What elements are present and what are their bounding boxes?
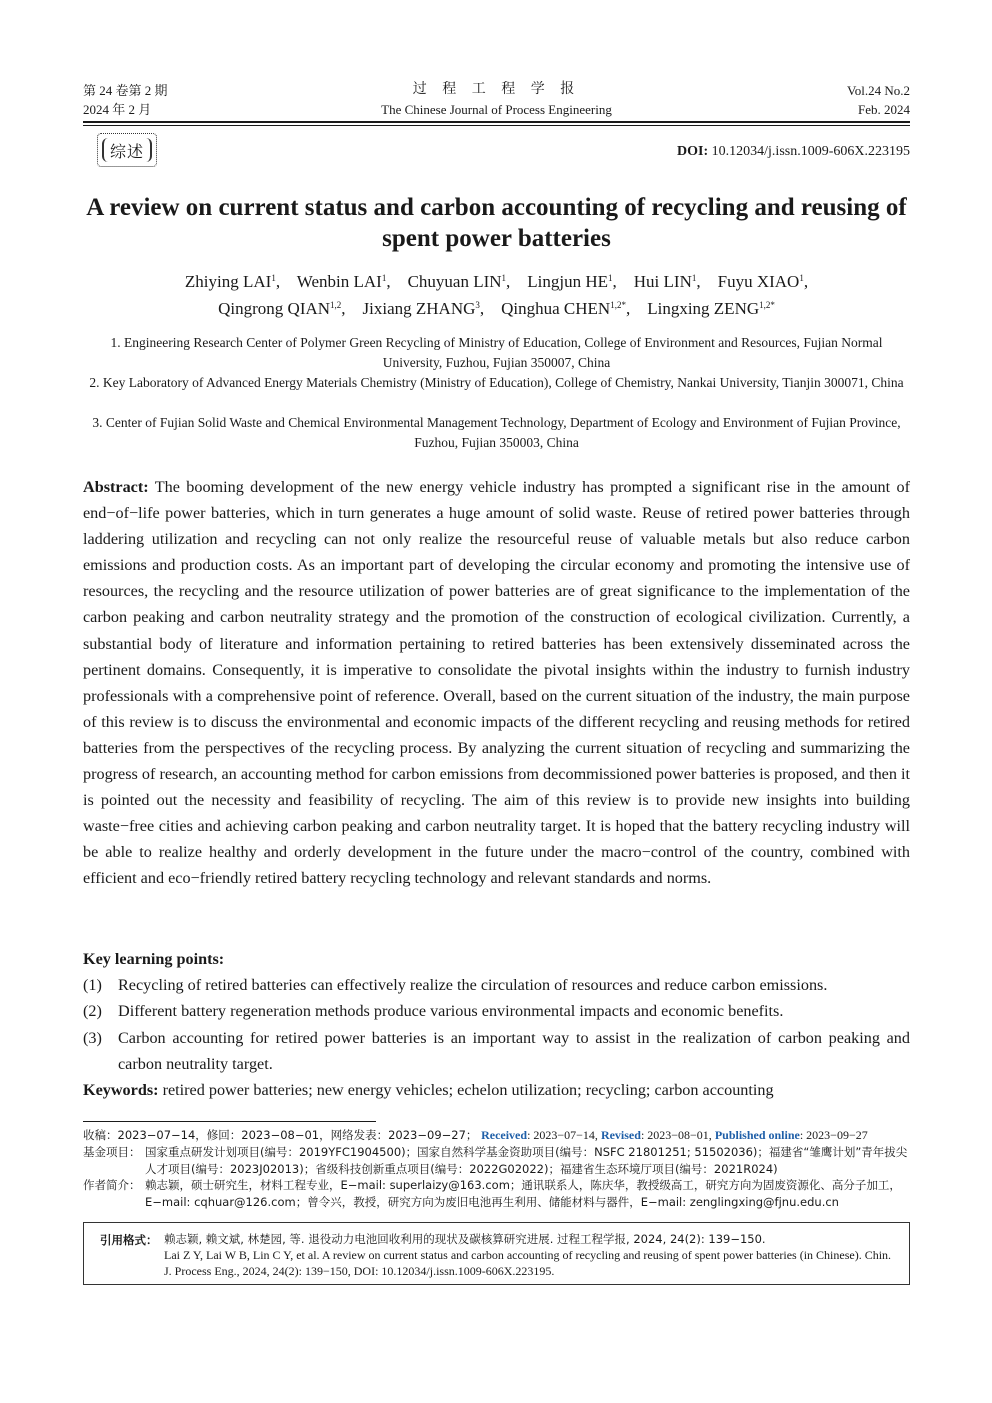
doi[interactable] [677,144,910,160]
volume-issue-en: Vol.24 No.2 [847,83,910,98]
volume-issue-cn: 第 24 卷第 2 期 [83,83,168,98]
footnote-rule [83,1121,376,1122]
abstract [83,474,910,892]
date-cn: 2024 年 2 月 [83,102,152,117]
citation-text [164,1231,899,1279]
footnote-dates: 收稿：2023−07−14，修回：2023−08−01，网络发表：2023−09−27； Received: 2023−07−14, Revised: 2023−08−01, Published online: 2023−09−27 [83,1128,868,1142]
author-list [83,268,910,322]
affiliation-3: 3. Center of Fujian Solid Waste and Chemical Environmental Management Technology, Department of Ecology and Environment of Fujian Province, Fuzhou, Fujian 350003, China [92,415,901,450]
doi-value: 10.12034/j.issn.1009-606X.223195 [711,144,910,159]
header-rule-thin [83,125,910,126]
author-line-1: Zhiying LAI$^1$, Wenbin LAI$^1$, Chuyuan LIN$^1$, Lingjun $HE^1$, Hui LIN$^1$, Fuyu XIAO$^1$, [184,272,809,291]
affiliation-1: 1. Engineering Research Center of Polymer Green Recycling of Ministry of Education, College of Environment and Resources, Fujian Normal University, Fuzhou, Fujian 350007, China [110,335,883,370]
key-point-item: (1) Recycling of retired batteries can effectively realize the circulation of resources and reduce carbon emissions. [83,976,828,994]
author: Zhiying LAI$^1$ [184,272,276,291]
header-rule-thick [83,121,910,123]
citation-cn: 赖志颖, 赖文斌, 林楚园, 等. 退役动力电池回收利用的现状及碳核算研究进展. 过程工程学报, 2024, 24(2): 139−150. [164,1232,766,1246]
author: Lingjun $HE^1$ [527,272,613,291]
abstract-label: Abstract: [83,478,149,496]
review-badge [97,133,157,167]
author: Qingrong QIAN$^{1,2}$ [218,299,342,318]
paper-title: A review on current status and carbon accounting of recycling and reusing of spent power batteries [86,194,907,252]
author: Lingxing $ZENG^{1,2*}$ [647,299,775,318]
citation-en: Lai Z Y, Lai W B, Lin C Y, et al. A review on current status and carbon accounting of recycling and reusing of spent power batteries (in Chinese). Chin. J. Process Eng., 2024, 24(2): 139−150, DOI: 10.12034/j.issn.1009-606X.223195. [164,1248,892,1278]
keywords-text: retired power batteries; new energy vehicles; echelon utilization; recycling; carbon accounting [162,1081,774,1099]
footnote-funding: 基金项目： 国家重点研发计划项目(编号：2019YFC1904500)；国家自然科学基金资助项目(编号：NSFC 21801251; 51502036)；福建省“雏鹰计划”青年拔尖人才项目(编号：2023J02013)；省级科技创新重点项目(编号：2022G02022)；福建省生态环境厅项目(编号：2021R024) [83,1145,908,1176]
journal-title-en: The Chinese Journal of Process Engineering [381,102,612,117]
citation-label: 引用格式： [100,1233,158,1247]
affiliation-2: 2. Key Laboratory of Advanced Energy Materials Chemistry (Ministry of Education), College of Chemistry, Nankai University, Tianjin 300071, China [89,375,904,390]
author: Wenbin LAI$^1$ [296,272,387,291]
key-point-item: (3) Carbon accounting for retired power batteries is an important way to assist in the realization of carbon peaking and carbon neutrality target. [83,1029,910,1074]
abstract-text: The booming development of the new energy vehicle industry has prompted a significant rise in the amount of end−of−life power batteries, which in turn generates a huge amount of solid waste. Reuse of retired power batteries through laddering utilization and recycling can not only realize the resourceful reuse of valuable metals but also reduce carbon emissions and production costs. As an important part of developing the circular economy and promoting the intensive use of resources, the recycling and the resource utilization of power batteries are of great significance to the implementation of the carbon peaking and carbon neutrality strategy and the promotion of the construction of ecological civilization. Currently, a substantial body of literature and information pertaining to retired batteries has been extensively disseminated across the pertinent domains. Consequently, it is imperative to consolidate the pivotal insights within the industry to furnish industry professionals with a comprehensive point of reference. Overall, based on the current situation of the industry, the main purpose of this review is to discuss the environmental and economic impacts of the different recycling and reusing methods for retired batteries from the perspectives of the recycling process. By analyzing the current situation of recycling and summarizing the progress of research, an accounting method for carbon emissions from decommissioned power batteries is proposed, and then it is pointed out the necessity and feasibility of recycling. The aim of this review is to provide new insights into building waste−free cities and achieving carbon peaking and carbon neutrality target. It is hoped that the battery recycling industry will be able to realize healthy and orderly development in the future under the macro−control of the country, combined with efficient and eco−friendly retired battery recycling technology and relevant standards and norms. [83,478,910,888]
author: Jixiang ZHANG$^3$ [362,299,480,318]
author: Fuyu XIAO$^1$ [717,272,804,291]
key-points-heading: Key learning points: [83,950,225,968]
author-line-2: Qingrong QIAN$^{1,2}$, Jixiang ZHANG$^3$, Qinghua $CHEN^{1,2*}$, Lingxing $ZENG^{1,2*}$ [218,299,775,318]
doi-label: DOI: [677,144,709,159]
author: Chuyuan LIN$^1$ [407,272,507,291]
citation-box [83,1222,910,1285]
date-en: Feb. 2024 [858,102,910,117]
key-point-item: (2) Different battery regeneration methods produce various environmental impacts and economic benefits. [83,1002,784,1020]
keywords-label: Keywords: [83,1081,159,1099]
journal-title-cn: 过 程 工 程 学 报 [412,82,581,97]
review-badge-label: 综述 [102,138,152,162]
author: Qinghua $CHEN^{1,2*}$ [501,299,626,318]
keywords [83,1077,910,1103]
author: Hui LIN$^1$ [633,272,697,291]
footnote-author-bio: 作者简介： 赖志颖，硕士研究生，材料工程专业，E−mail: superlaizy@163.com；通讯联系人，陈庆华，教授级高工，研究方向为固废资源化、高分子加工，E−mail: cqhuar@126.com；曾令兴，教授，研究方向为废旧电池再生利用、储能材料与器件，E−mail: zenglingxing@fjnu.edu.cn [83,1178,901,1209]
